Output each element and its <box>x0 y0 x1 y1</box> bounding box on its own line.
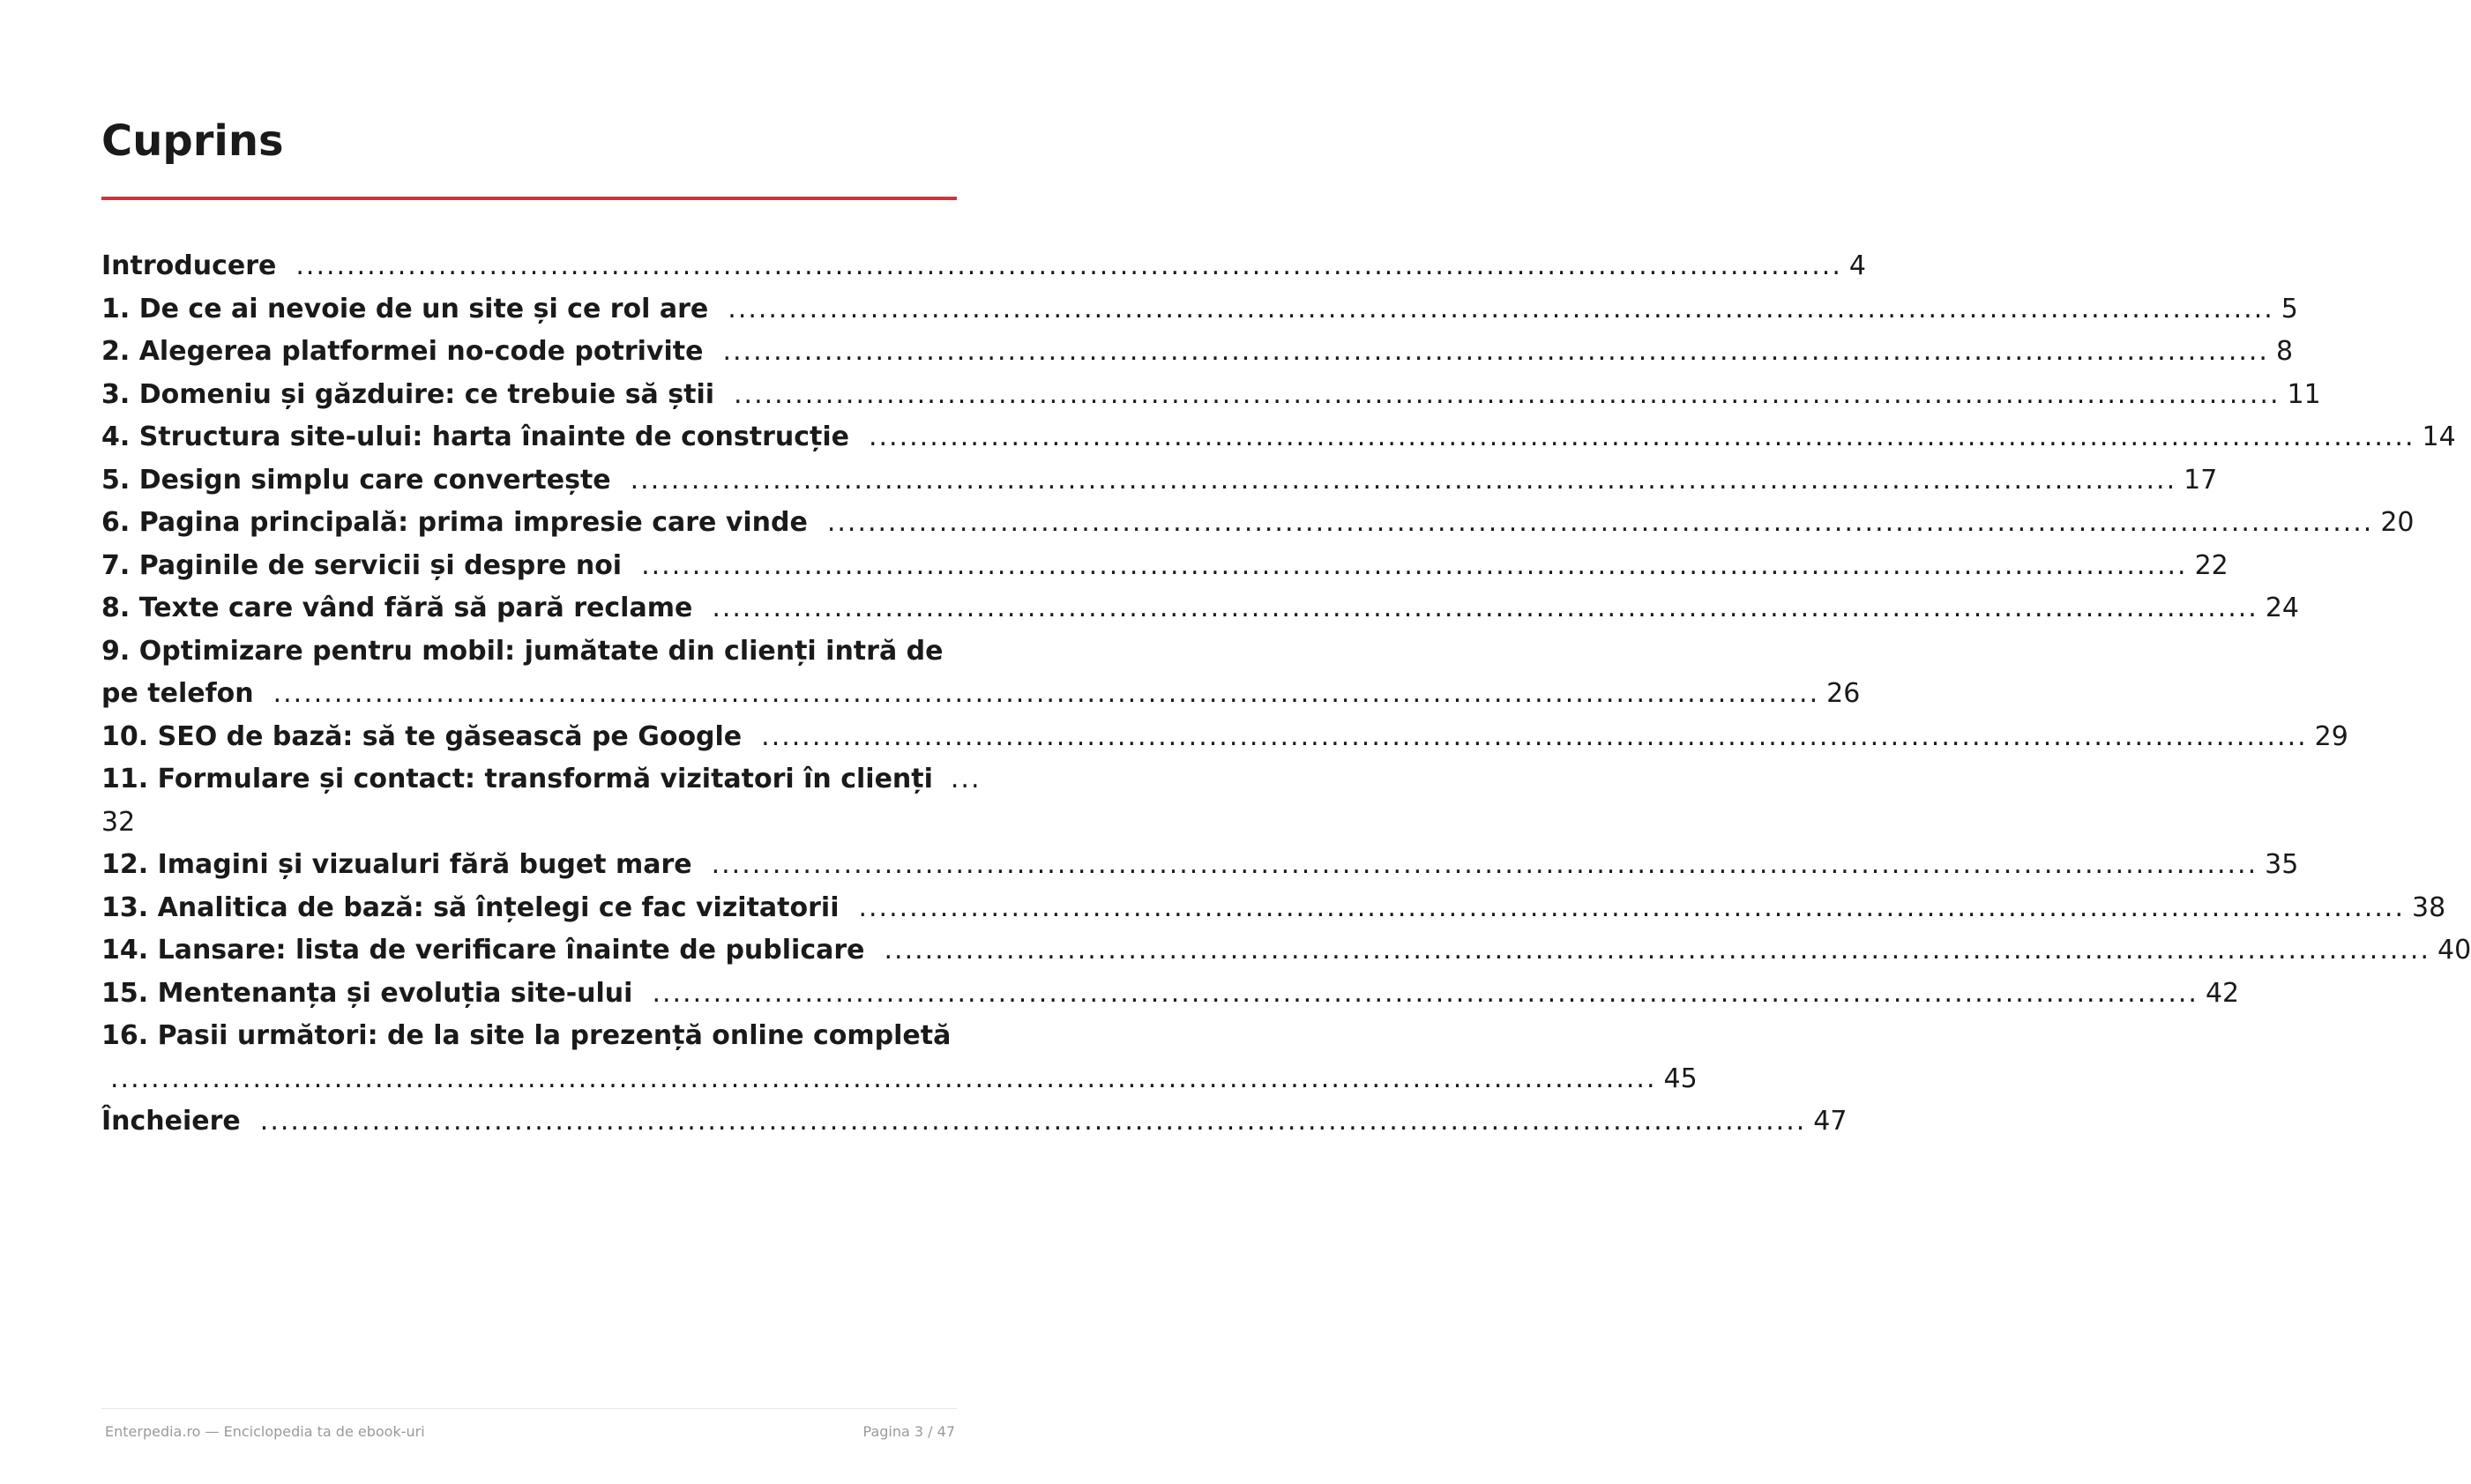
toc-leader-dots: ........................................................................................................................................................ <box>712 593 2258 623</box>
page-title: Cuprins <box>101 116 284 166</box>
table-of-contents <box>101 245 2471 1144</box>
toc-entry-3[interactable] <box>101 374 2321 417</box>
footer-divider <box>101 1408 957 1409</box>
toc-leader-dots: ... <box>950 764 982 794</box>
toc-entry-label: 5. Design simplu care convertește <box>101 464 611 496</box>
toc-entry-page: 29 <box>2314 720 2348 752</box>
toc-entry-page: 24 <box>2265 593 2299 623</box>
toc-entry-4[interactable] <box>101 416 2456 459</box>
footer-site-name: Enterpedia.ro — Enciclopedia ta de ebook-uri <box>105 1423 425 1440</box>
toc-entry-page: 5 <box>2281 293 2298 324</box>
toc-entry-page: 35 <box>2265 849 2299 880</box>
toc-entry-9[interactable] <box>101 630 1861 716</box>
toc-entry-incheiere[interactable] <box>101 1100 1848 1144</box>
toc-entry-label: 7. Paginile de servicii și despre noi <box>101 549 623 581</box>
toc-leader-dots: ........................................................................................................................................................ <box>630 464 2177 496</box>
toc-entry-label: 11. Formulare și contact: transformă vizitatori în clienți <box>101 764 933 794</box>
toc-entry-label: 4. Structura site-ului: harta înainte de construcție <box>101 421 849 452</box>
toc-entry-13[interactable] <box>101 887 2446 930</box>
toc-leader-dots: ........................................................................................................................................................ <box>868 421 2415 452</box>
toc-leader-dots: ........................................................................................................................................................ <box>110 1063 1657 1094</box>
toc-leader-dots: ........................................................................................................................................................ <box>641 549 2188 581</box>
toc-entry-label: 13. Analitica de bază: să înțelegi ce fac vizitatorii <box>101 891 840 923</box>
toc-entry-label-line1: 9. Optimizare pentru mobil: jumătate din clienți intră de <box>101 635 944 667</box>
toc-leader-dots: ........................................................................................................................................................ <box>711 849 2258 880</box>
toc-leader-dots: ........................................................................................................................................................ <box>652 977 2199 1009</box>
toc-entry-1[interactable] <box>101 288 2298 332</box>
toc-entry-page: 11 <box>2287 378 2321 410</box>
toc-entry-5[interactable] <box>101 459 2218 503</box>
toc-entry-page: 8 <box>2275 336 2294 367</box>
toc-entry-label: 15. Mentenanța și evoluția site-ului <box>101 977 633 1009</box>
toc-entry-14[interactable] <box>101 929 2471 973</box>
toc-entry-label: 12. Imagini și vizualuri fără buget mare <box>101 849 692 880</box>
toc-leader-dots: ........................................................................................................................................................ <box>295 250 1842 281</box>
toc-entry-11[interactable] <box>101 758 982 844</box>
toc-leader-dots: ........................................................................................................................................................ <box>826 507 2374 538</box>
toc-entry-2[interactable] <box>101 331 2294 374</box>
toc-entry-page: 14 <box>2422 421 2456 452</box>
toc-entry-page: 42 <box>2205 977 2240 1009</box>
toc-entry-label: 10. SEO de bază: să te găsească pe Google <box>101 720 743 752</box>
toc-entry-page: 20 <box>2380 507 2415 538</box>
toc-entry-page: 26 <box>1826 678 1861 709</box>
toc-entry-label: 16. Pasii următori: de la site la prezență online completă <box>101 1020 952 1051</box>
toc-entry-label: Încheiere <box>101 1106 241 1137</box>
toc-leader-dots: ........................................................................................................................................................ <box>728 293 2274 324</box>
title-divider <box>101 197 957 200</box>
toc-entry-label: 8. Texte care vând fără să pară reclame <box>101 593 693 623</box>
toc-entry-page: 40 <box>2437 935 2471 966</box>
toc-leader-dots: ........................................................................................................................................................ <box>259 1106 1807 1137</box>
toc-entry-page: 38 <box>2411 891 2446 923</box>
toc-entry-16[interactable] <box>101 1015 1698 1100</box>
toc-leader-dots: ........................................................................................................................................................ <box>884 935 2431 966</box>
toc-entry-6[interactable] <box>101 502 2415 545</box>
toc-leader-dots: ........................................................................................................................................................ <box>272 678 1820 709</box>
toc-entry-label: 1. De ce ai nevoie de un site și ce rol are <box>101 293 709 324</box>
toc-leader-dots: ........................................................................................................................................................ <box>734 378 2281 410</box>
toc-entry-label: 3. Domeniu și găzduire: ce trebuie să știi <box>101 378 715 410</box>
toc-entry-page: 4 <box>1848 250 1866 281</box>
toc-entry-page: 22 <box>2194 549 2228 581</box>
toc-entry-label-line2: pe telefon <box>101 678 254 709</box>
toc-entry-page: 47 <box>1813 1106 1848 1137</box>
toc-entry-introducere[interactable] <box>101 245 1866 288</box>
toc-entry-label: 2. Alegerea platformei no-code potrivite <box>101 336 704 367</box>
toc-entry-label: 6. Pagina principală: prima impresie care vinde <box>101 507 808 538</box>
toc-entry-page: 32 <box>101 806 136 838</box>
toc-entry-label: 14. Lansare: lista de verificare înainte de publicare <box>101 935 865 966</box>
toc-entry-7[interactable] <box>101 545 2228 588</box>
toc-entry-10[interactable] <box>101 716 2348 759</box>
toc-leader-dots: ........................................................................................................................................................ <box>858 891 2405 923</box>
toc-leader-dots: ........................................................................................................................................................ <box>722 336 2269 367</box>
toc-entry-page: 17 <box>2184 464 2218 496</box>
toc-entry-15[interactable] <box>101 973 2240 1016</box>
footer-page-number: Pagina 3 / 47 <box>862 1423 955 1440</box>
toc-entry-12[interactable] <box>101 844 2299 887</box>
toc-entry-8[interactable] <box>101 587 2299 630</box>
toc-leader-dots: ........................................................................................................................................................ <box>761 720 2308 752</box>
toc-entry-label: Introducere <box>101 250 277 281</box>
toc-entry-page: 45 <box>1663 1063 1698 1094</box>
